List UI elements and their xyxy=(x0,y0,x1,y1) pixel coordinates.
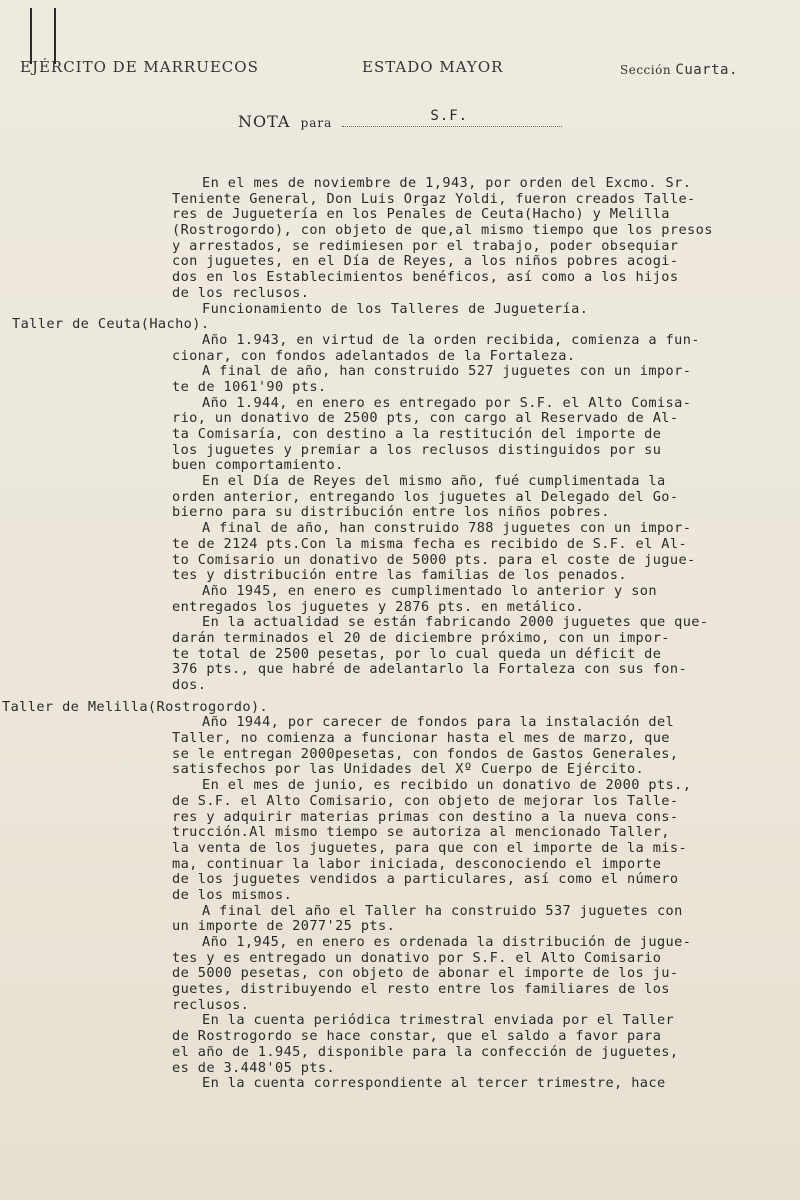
text-line: Año 1944, por carecer de fondos para la instalación del xyxy=(202,714,675,731)
nota-dotted-line xyxy=(342,108,562,127)
text-line: orden anterior, entregando los juguetes al Delegado del Go- xyxy=(172,488,679,505)
corner-ink-mark xyxy=(30,8,56,64)
text-line: un importe de 2077'25 pts. xyxy=(172,918,396,935)
text-line: Año 1.943, en virtud de la orden recibida, comienza a fun- xyxy=(202,331,700,348)
nota-line xyxy=(238,108,562,131)
document-body xyxy=(0,176,800,1092)
text-line: te de 1061'90 pts. xyxy=(172,378,327,395)
text-line: cionar, con fondos adelantados de la Fortaleza. xyxy=(172,347,576,364)
nota-label: NOTA xyxy=(238,112,291,131)
text-line: to Comisario un donativo de 5000 pts. para el coste de jugue- xyxy=(172,551,696,568)
text-line: Taller, no comienza a funcionar hasta el mes de marzo, que xyxy=(172,730,670,747)
header-estado-mayor: ESTADO MAYOR xyxy=(362,58,504,76)
text-line: el año de 1.945, disponible para la confección de juguetes, xyxy=(172,1043,679,1060)
text-line: ta Comisaría, con destino a la restitución del importe de xyxy=(172,426,662,442)
text-line: dos en los Establecimientos benéficos, así como a los hijos xyxy=(172,269,679,286)
nota-addressee: S.F. xyxy=(430,108,469,124)
text-line: te de 2124 pts.Con la misma fecha es recibido de S.F. el Al- xyxy=(172,535,688,552)
text-line: de S.F. el Alto Comisario, con objeto de mejorar los Talle- xyxy=(172,792,679,809)
text-line: de Rostrogordo se hace constar, que el saldo a favor para xyxy=(172,1028,662,1045)
text-line: entregados los juguetes y 2876 pts. en metálico. xyxy=(172,598,585,615)
header-army-name: EJÉRCITO DE MARRUECOS xyxy=(20,58,259,76)
header-section xyxy=(620,62,738,78)
text-line: Teniente General, Don Luis Orgaz Yoldi, fueron creados Talle- xyxy=(172,190,696,207)
text-line: reclusos. xyxy=(172,996,250,1013)
text-line: 376 pts., que habré de adelantarlo la Fortaleza con sus fon- xyxy=(172,661,688,678)
text-line: (Rostrogordo), con objeto de que,al mismo tiempo que los presos xyxy=(172,222,713,239)
text-line: Taller de Melilla(Rostrogordo). xyxy=(2,698,269,715)
text-line: En la actualidad se están fabricando 2000 juguetes que que- xyxy=(202,614,709,631)
text-line: Funcionamiento de los Talleres de Juguetería. xyxy=(202,300,589,317)
text-line: res y adquirir materias primas con destino a la nueva cons- xyxy=(172,808,679,825)
text-line: y arrestados, se redimiesen por el trabajo, poder obsequiar xyxy=(172,237,679,254)
text-line: de 5000 pesetas, con objeto de abonar el importe de los ju- xyxy=(172,965,679,982)
text-line: es de 3.448'05 pts. xyxy=(172,1059,336,1076)
section-value: Cuarta. xyxy=(675,62,738,78)
text-line: Taller de Ceuta(Hacho). xyxy=(12,316,210,333)
text-line: res de Juguetería en los Penales de Ceuta(Hacho) y Melilla xyxy=(172,206,670,223)
text-line: buen comportamiento. xyxy=(172,457,344,474)
text-line: tes y distribución entre las familias de los penados. xyxy=(172,567,627,584)
section-label: Sección xyxy=(620,63,672,77)
text-line: de los juguetes vendidos a particulares, así como el número xyxy=(172,871,679,888)
text-line: En el mes de junio, es recibido un donativo de 2000 pts., xyxy=(202,777,692,794)
text-line: guetes, distribuyendo el resto entre los familiares de los xyxy=(172,981,670,998)
text-line: Año 1,945, en enero es ordenada la distribución de jugue- xyxy=(202,934,692,950)
text-line: trucción.Al mismo tiempo se autoriza al mencionado Taller, xyxy=(172,824,670,841)
text-line: En el Día de Reyes del mismo año, fué cumplimentada la xyxy=(202,473,666,490)
text-line: de los reclusos. xyxy=(172,284,310,301)
text-line: los juguetes y premiar a los reclusos distinguidos por su xyxy=(172,441,662,458)
nota-para: para xyxy=(300,116,333,130)
text-line: la venta de los juguetes, para que con el importe de la mis- xyxy=(172,839,688,856)
text-line: darán terminados el 20 de diciembre próximo, con un impor- xyxy=(172,629,670,646)
text-line: Año 1945, en enero es cumplimentado lo anterior y son xyxy=(202,582,657,599)
text-line: A final de año, han construido 788 juguetes con un impor- xyxy=(202,520,692,537)
text-line: En la cuenta periódica trimestral enviada por el Taller xyxy=(202,1012,675,1029)
text-line: En la cuenta correspondiente al tercer trimestre, hace xyxy=(202,1075,666,1092)
text-line: bierno para su distribución entre los niños pobres. xyxy=(172,504,610,521)
text-line: tes y es entregado un donativo por S.F. el Alto Comisario xyxy=(172,949,662,966)
text-line: te total de 2500 pesetas, por lo cual queda un déficit de xyxy=(172,645,662,662)
text-line: se le entregan 2000pesetas, con fondos de Gastos Generales, xyxy=(172,745,679,762)
text-line: Año 1.944, en enero es entregado por S.F. el Alto Comisa- xyxy=(202,394,692,411)
text-line: En el mes de noviembre de 1,943, por orden del Excmo. Sr. xyxy=(202,175,692,191)
text-line: A final de año, han construido 527 juguetes con un impor- xyxy=(202,363,692,380)
text-line: rio, un donativo de 2500 pts, con cargo al Reservado de Al- xyxy=(172,410,679,427)
text-line: dos. xyxy=(172,677,207,693)
text-line: satisfechos por las Unidades del Xº Cuerpo de Ejército. xyxy=(172,761,645,778)
text-line: con juguetes, en el Día de Reyes, a los niños pobres acogi- xyxy=(172,253,679,270)
text-line: A final del año el Taller ha construido 537 juguetes con xyxy=(202,902,683,919)
text-line: ma, continuar la labor iniciada, desconociendo el importe xyxy=(172,855,662,872)
text-line: de los mismos. xyxy=(172,886,293,903)
